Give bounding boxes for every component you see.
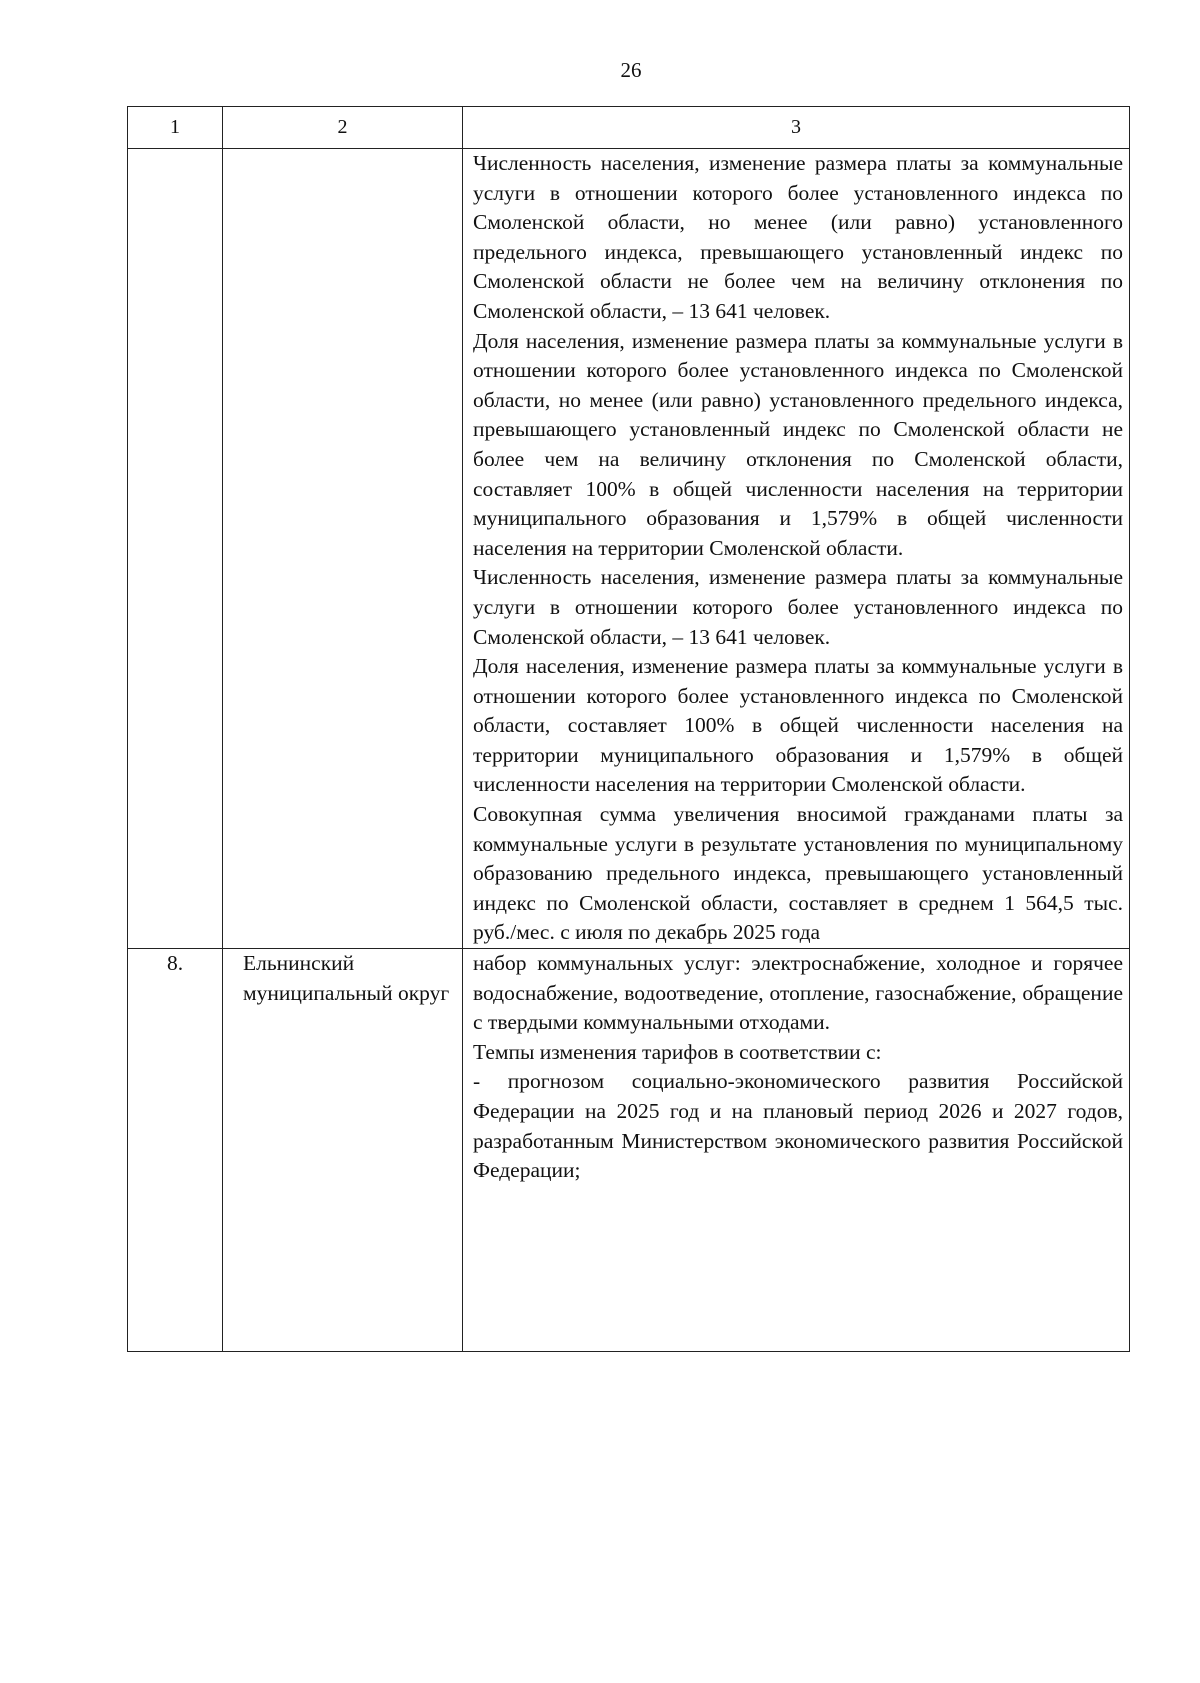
description-paragraph: Совокупная сумма увеличения вносимой гражданами платы за коммунальные услуги в результате установления по муниципальному образованию предельного индекса, превышающего установленный индекс по Смоленской области, составляет в среднем 1 564,5 тыс. руб./мес. с июля по декабрь 2025 года bbox=[473, 802, 1123, 945]
page-number: 26 bbox=[620, 58, 642, 82]
row-number-cell: 8. bbox=[128, 949, 223, 1352]
description-paragraph: - прогнозом социально-экономического развития Российской Федерации на 2025 год и на плановый период 2026 и 2027 годов, разработанным Министерством экономического развития Российской Федерации; bbox=[473, 1069, 1123, 1183]
description-paragraph: Численность населения, изменение размера платы за коммунальные услуги в отношении которого более установленного индекса по Смоленской области, но менее (или равно) установленного предельного индекса, превышающего установленный индекс по Смоленской области не более чем на величину отклонения по Смоленской области, – 13 641 человек. bbox=[473, 151, 1123, 323]
column-header-name: 2 bbox=[223, 107, 463, 149]
municipality-name-cell bbox=[223, 149, 463, 949]
column-header-description: 3 bbox=[463, 107, 1130, 149]
table-row bbox=[128, 949, 1130, 1352]
description-paragraph: Темпы изменения тарифов в соответствии с: bbox=[473, 1039, 882, 1064]
column-header-number: 1 bbox=[128, 107, 223, 149]
description-cell bbox=[463, 149, 1130, 949]
table-row bbox=[128, 149, 1130, 949]
description-paragraph: набор коммунальных услуг: электроснабжение, холодное и горячее водоснабжение, водоотведение, отопление, газоснабжение, обращение с твердыми коммунальными отходами. bbox=[473, 951, 1123, 1035]
municipality-name-cell: Ельнинский муниципальный округ bbox=[223, 949, 463, 1352]
description-cell bbox=[463, 949, 1130, 1352]
data-table bbox=[127, 106, 1130, 1352]
description-paragraph: Доля населения, изменение размера платы за коммунальные услуги в отношении которого более установленного индекса по Смоленской области, составляет 100% в общей численности населения на территории муниципального образования и 1,579% в общей численности населения на территории Смоленской области. bbox=[473, 654, 1123, 797]
description-paragraph: Численность населения, изменение размера платы за коммунальные услуги в отношении которого более установленного индекса по Смоленской области, – 13 641 человек. bbox=[473, 565, 1123, 649]
description-paragraph: Доля населения, изменение размера платы за коммунальные услуги в отношении которого более установленного индекса по Смоленской области, но менее (или равно) установленного предельного индекса, превышающего установленный индекс по Смоленской области не более чем на величину отклонения по Смоленской области, составляет 100% в общей численности населения на территории муниципального образования и 1,579% в общей численности населения на территории Смоленской области. bbox=[473, 328, 1123, 560]
table-header-row bbox=[128, 107, 1130, 149]
row-number-cell bbox=[128, 149, 223, 949]
